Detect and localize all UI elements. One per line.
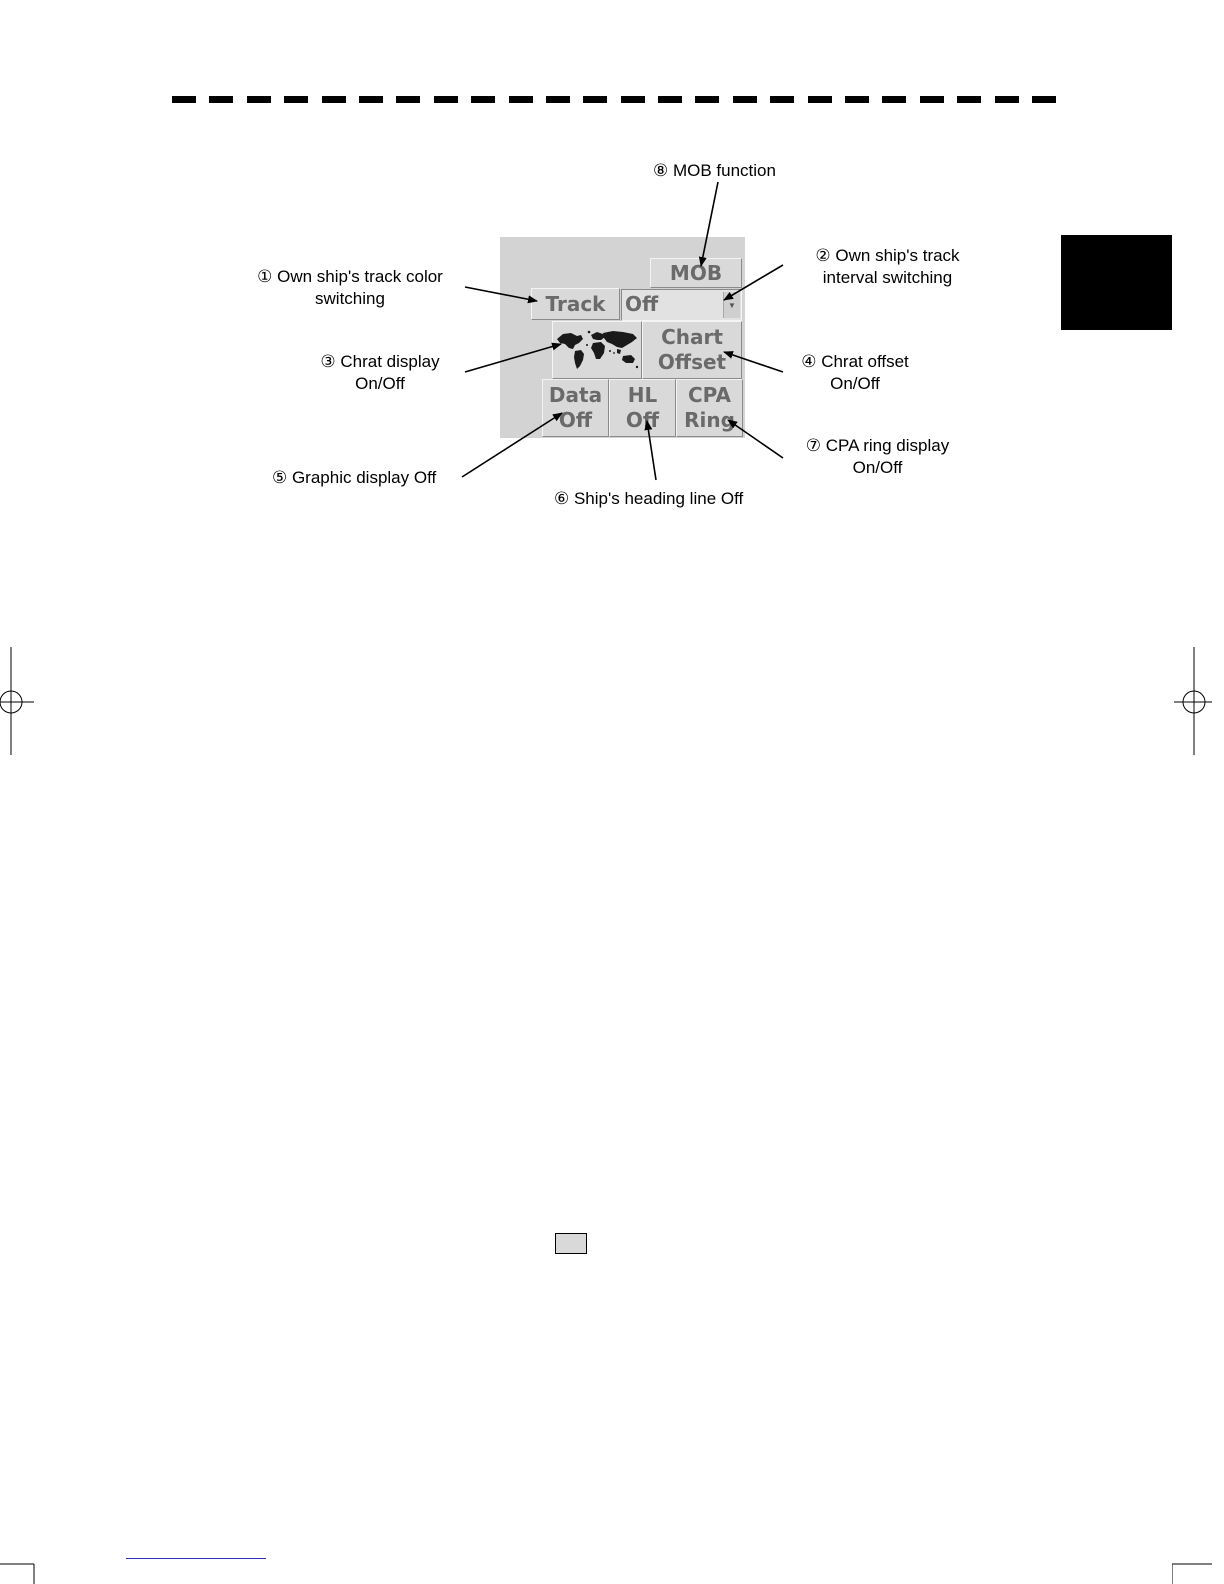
callout-cpa-ring-line1: ⑦ CPA ring display (805, 436, 950, 455)
callout-chart-offset-line1: ④ Chrat offset (801, 352, 909, 371)
callout-chart-display-line1: ③ Chrat display (320, 352, 440, 371)
leader-arrows (0, 0, 1224, 600)
chart-offset-label-line2: Offset (657, 350, 727, 374)
data-off-label-line1: Data (548, 383, 603, 407)
arrow-chart-offset (724, 352, 783, 372)
arrow-track-color (465, 287, 537, 301)
data-off-label-line2: Off (558, 408, 593, 432)
arrow-chart-display (465, 344, 561, 372)
cpa-ring-label-line1: CPA (688, 383, 731, 407)
callout-mob-function: ⑧ MOB function (653, 161, 776, 180)
gray-key-swatch (555, 1233, 587, 1254)
callout-track-interval-line1: ② Own ship's track (815, 246, 960, 265)
footer-link-underline (126, 1558, 266, 1559)
cpa-ring-label-line2: Ring (684, 408, 735, 432)
arrow-heading-line (647, 421, 656, 480)
crop-mark-bottom-right (1172, 1562, 1224, 1584)
arrow-track-interval (724, 265, 783, 300)
callout-track-color-line1: ① Own ship's track color (257, 267, 443, 286)
chevron-down-icon[interactable]: ▼ (723, 292, 740, 318)
registration-mark-right (1172, 647, 1212, 755)
chart-offset-label-line1: Chart (661, 325, 723, 349)
callout-chart-display-line2: On/Off (355, 374, 405, 393)
hl-off-label-line1: HL (627, 383, 658, 407)
callout-track-color-line2: switching (315, 289, 385, 308)
arrow-mob (701, 182, 718, 266)
crop-mark-bottom-left (0, 1562, 40, 1584)
mob-button-label: MOB (669, 260, 723, 285)
track-button-label: Track (545, 291, 606, 316)
callout-cpa-ring-line2: On/Off (852, 458, 903, 477)
callout-chart-offset-line2: On/Off (830, 374, 880, 393)
callout-graphic-display: ⑤ Graphic display Off (272, 468, 437, 487)
arrow-cpa-ring (728, 420, 783, 458)
callout-track-interval-line2: interval switching (822, 268, 953, 287)
registration-mark-left (0, 647, 36, 755)
arrow-graphic-display (462, 413, 562, 477)
track-interval-value: Off (625, 292, 659, 316)
callout-heading-line: ⑥ Ship's heading line Off (554, 489, 744, 508)
hl-off-label-line2: Off (625, 408, 660, 432)
